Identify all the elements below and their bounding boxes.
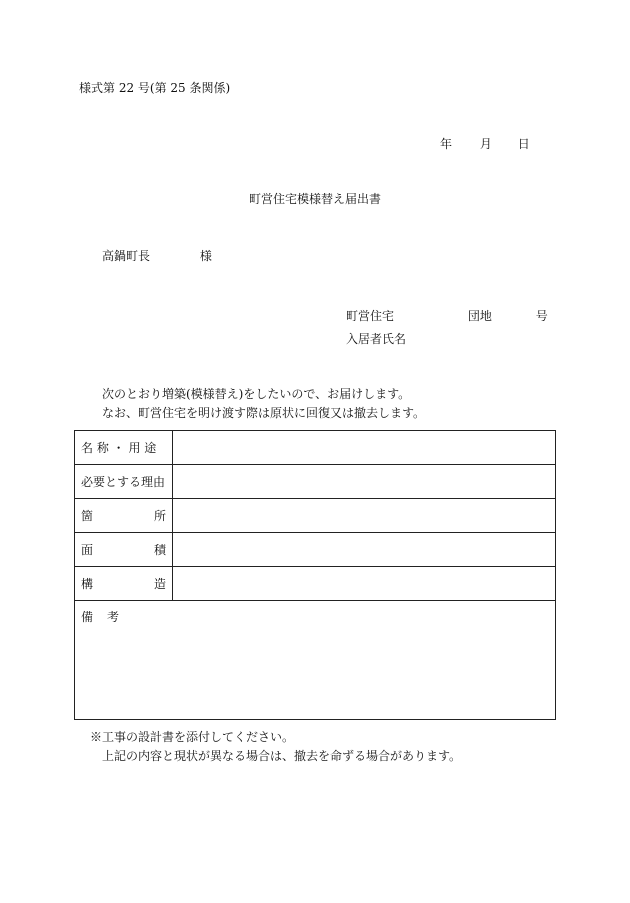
remarks-label: 備考 [81,610,134,624]
area-label: 面積 [81,542,166,557]
location-label: 箇所 [81,508,166,523]
row-label-cell [75,431,173,464]
addressee-honorific: 様 [199,249,212,263]
structure-label: 構造 [81,576,166,591]
table-row [75,465,555,499]
area-field[interactable] [173,533,555,566]
housing-label: 町営住宅 [346,309,395,323]
resident-name-label: 入居者氏名 [346,332,407,346]
date-month-label: 月 [479,137,492,151]
date-line [440,138,530,150]
details-table [74,430,556,720]
table-row [75,533,555,567]
addressee [102,250,212,262]
table-row [75,499,555,533]
name-purpose-field[interactable] [173,431,555,464]
name-purpose-label: 名 称 ・ 用 途 [81,440,157,455]
complex-label: 団地 [467,309,492,323]
table-row [75,431,555,465]
form-number: 様式第 22 号(第 25 条関係) [79,81,231,95]
document-title: 町営住宅模様替え届出書 [248,192,381,206]
reason-label: 必要とする理由 [81,474,166,489]
date-year-label: 年 [440,137,453,151]
table-row [75,567,555,601]
remarks-row[interactable] [75,601,555,719]
statement-line-1: 次のとおり増築(模様替え)をしたいので、お届けします。 [102,387,411,401]
row-label-cell [75,567,173,600]
remarks-field[interactable] [75,601,555,719]
statement-line-2: なお、町営住宅を明け渡す際は原状に回復又は撤去します。 [102,406,426,420]
row-label-cell [75,465,173,498]
date-day-label: 日 [517,137,530,151]
removal-note: 上記の内容と現状が異なる場合は、撤去を命ずる場合があります。 [102,749,462,763]
row-label-cell [75,533,173,566]
applicant-address-line [346,310,548,322]
row-label-cell [75,499,173,532]
structure-field[interactable] [173,567,555,600]
number-label: 号 [535,309,548,323]
reason-field[interactable] [173,465,555,498]
addressee-name: 高鍋町長 [102,249,151,263]
attachment-note: ※工事の設計書を添付してください。 [90,730,295,744]
location-field[interactable] [173,499,555,532]
